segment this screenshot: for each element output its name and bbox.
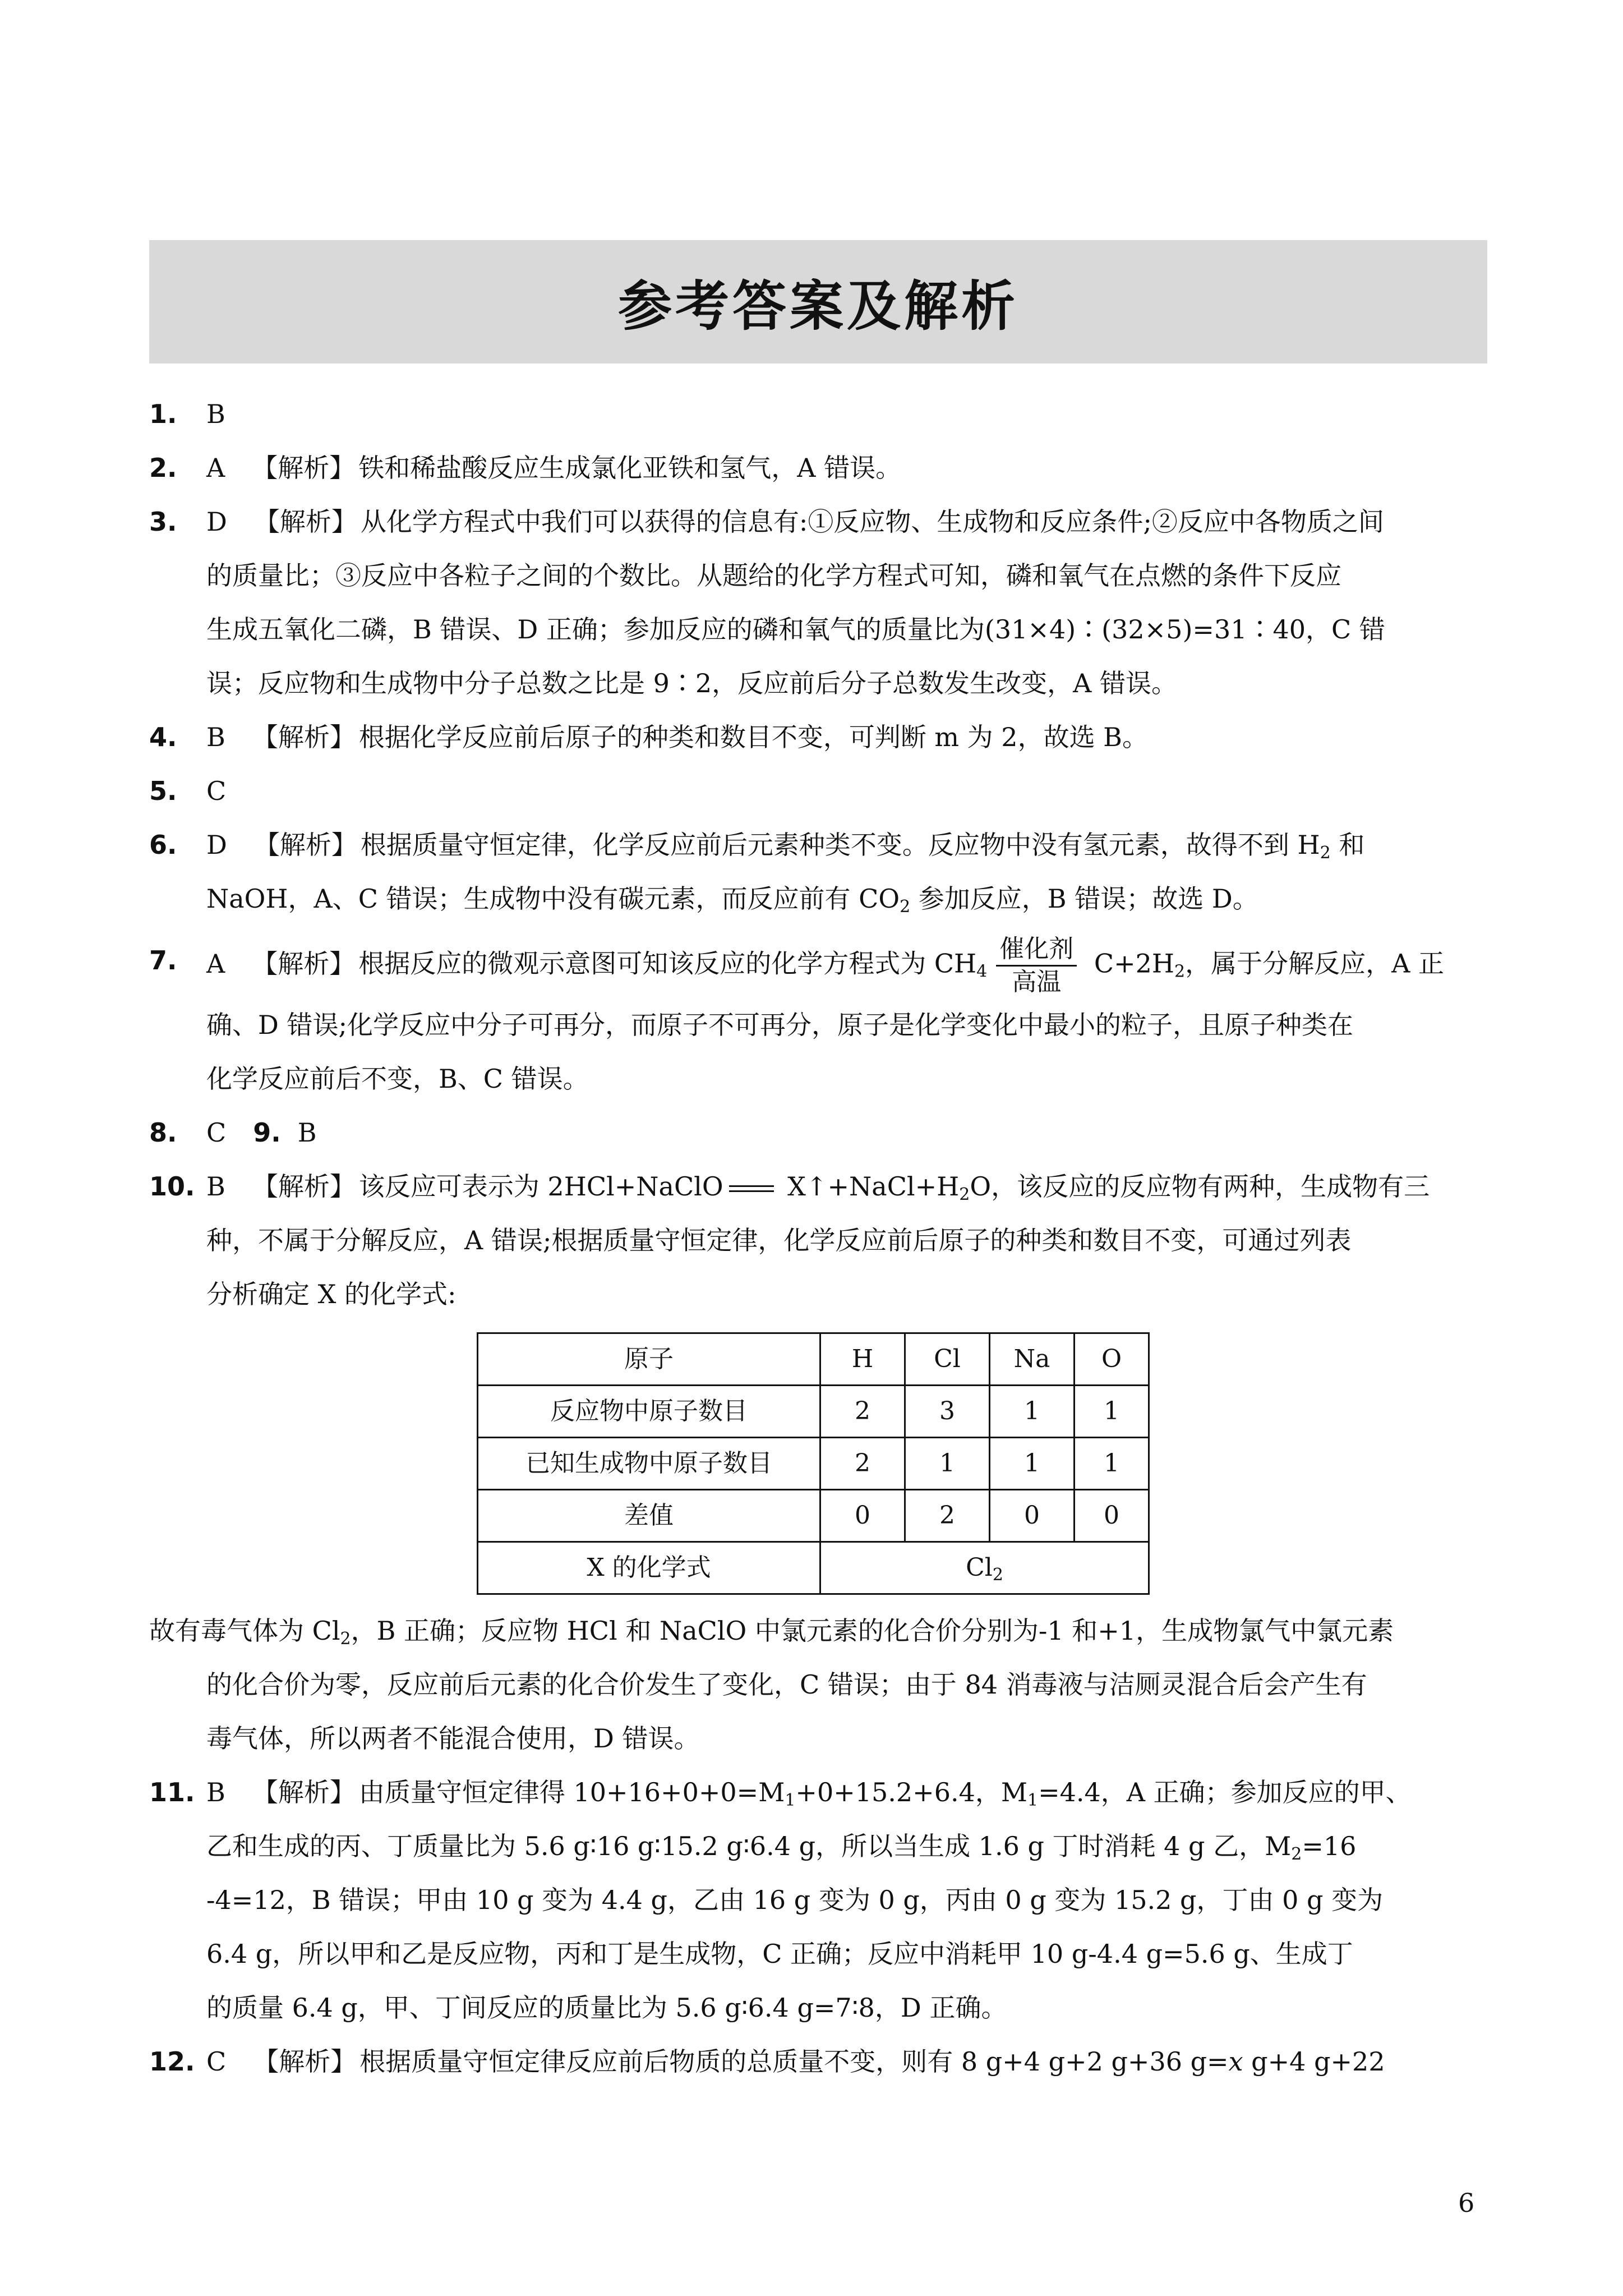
subscript: 2 xyxy=(1291,1844,1302,1864)
item-number: 3. xyxy=(149,507,177,537)
table-header-cell: H xyxy=(820,1333,905,1386)
item-answer: D xyxy=(206,830,227,860)
item-answer: C xyxy=(206,776,227,806)
item-number: 10. xyxy=(149,1171,195,1202)
analysis-text: 根据化学反应前后原子的种类和数目不变，可判断 m 为 2，故选 B。 xyxy=(358,722,1148,752)
subscript: 2 xyxy=(1320,843,1331,863)
analysis-tag: 【解析】 xyxy=(252,948,356,979)
answer-item-5 xyxy=(149,764,1487,818)
table-cell: 差值 xyxy=(478,1490,820,1542)
analysis-text: C+2H xyxy=(1086,948,1175,979)
item-number: 9. xyxy=(253,1117,281,1148)
analysis-line: 化学反应前后不变，B、C 错误。 xyxy=(206,1064,589,1094)
table-row xyxy=(478,1490,1149,1542)
analysis-text: 乙和生成的丙、丁质量比为 5.6 g∶16 g∶15.2 g∶6.4 g，所以当生成 1.6 g 丁时消耗 4 g 乙，M xyxy=(206,1831,1292,1861)
analysis-line: 确、D 错误;化学反应中分子可再分，而原子不可再分，原子是化学变化中最小的粒子，且原子种类在 xyxy=(206,1010,1354,1040)
table-cell: 0 xyxy=(820,1490,905,1542)
item-number: 8. xyxy=(149,1117,177,1148)
atom-count-table xyxy=(477,1332,1150,1595)
analysis-line: -4=12，B 错误；甲由 10 g 变为 4.4 g，乙由 16 g 变为 0 g，丙由 0 g 变为 15.2 g，丁由 0 g 变为 xyxy=(206,1885,1384,1915)
item-number: 6. xyxy=(149,830,177,860)
table-cell: 2 xyxy=(820,1386,905,1438)
equals-sign xyxy=(729,1185,774,1192)
analysis-text: 根据质量守恒定律反应前后物质的总质量不变，则有 8 g+4 g+2 g+36 g= xyxy=(359,2046,1229,2077)
table-cell xyxy=(820,1542,1149,1594)
answers-content xyxy=(149,387,1487,2088)
analysis-text: 和 xyxy=(1330,830,1365,860)
answer-item-6 xyxy=(149,818,1487,926)
table-cell: 反应物中原子数目 xyxy=(478,1386,820,1438)
table-cell: 3 xyxy=(905,1386,990,1438)
analysis-tag: 【解析】 xyxy=(252,1777,356,1807)
item-number: 7. xyxy=(149,945,177,976)
analysis-line: 的化合价为零，反应前后元素的化合价发生了变化，C 错误；由于 84 消毒液与洁厕灵混合后会产生有 xyxy=(206,1669,1367,1700)
table-header-cell: Cl xyxy=(905,1333,990,1386)
table-cell: 已知生成物中原子数目 xyxy=(478,1438,820,1490)
answer-item-3 xyxy=(149,495,1487,710)
analysis-tag: 【解析】 xyxy=(252,453,356,483)
item-number: 4. xyxy=(149,722,177,752)
item-answer: B xyxy=(206,722,225,752)
subscript: 2 xyxy=(992,1565,1003,1585)
analysis-line: 从化学方程式中我们可以获得的信息有:①反应物、生成物和反应条件;②反应中各物质之间 xyxy=(360,507,1384,537)
table-header-cell: Na xyxy=(990,1333,1075,1386)
analysis-line: 生成五氧化二磷，B 错误、D 正确；参加反应的磷和氧气的质量比为(31×4)∶(32×5)=31∶40，C 错 xyxy=(206,614,1385,645)
analysis-tag: 【解析】 xyxy=(253,830,357,860)
item-answer: B xyxy=(297,1117,317,1148)
analysis-line: 的质量比；③反应中各粒子之间的个数比。从题给的化学方程式可知，磷和氧气在点燃的条件下反应 xyxy=(206,560,1341,591)
analysis-text: X↑+NaCl+H xyxy=(779,1171,960,1202)
analysis-text: 根据反应的微观示意图可知该反应的化学方程式为 CH xyxy=(358,948,977,979)
table-cell: 2 xyxy=(820,1438,905,1490)
analysis-text: 参加反应，B 错误；故选 D。 xyxy=(910,884,1258,914)
reaction-condition xyxy=(996,933,1077,998)
analysis-line: 分析确定 X 的化学式: xyxy=(206,1279,457,1309)
subscript: 2 xyxy=(959,1185,970,1204)
title-banner xyxy=(149,240,1487,364)
condition-temperature: 高温 xyxy=(1012,968,1062,996)
analysis-text: =4.4，A 正确；参加反应的甲、 xyxy=(1038,1777,1412,1807)
table-row xyxy=(478,1542,1149,1594)
analysis-tag: 【解析】 xyxy=(253,507,357,537)
analysis-line: 毒气体，所以两者不能混合使用，D 错误。 xyxy=(206,1723,700,1754)
formula-text: Cl xyxy=(966,1553,993,1582)
analysis-text: ，属于分解反应，A 正 xyxy=(1185,948,1444,979)
item-answer: C xyxy=(206,2046,227,2077)
analysis-text: 铁和稀盐酸反应生成氯化亚铁和氢气，A 错误。 xyxy=(358,453,902,483)
item-number: 2. xyxy=(149,453,177,483)
table-row xyxy=(478,1438,1149,1490)
analysis-text: 由质量守恒定律得 10+16+0+0=M xyxy=(358,1777,785,1807)
table-cell: 1 xyxy=(905,1438,990,1490)
analysis-text: g+4 g+22 xyxy=(1243,2046,1385,2077)
answer-item-4 xyxy=(149,710,1487,764)
analysis-text: =16 xyxy=(1302,1831,1357,1861)
analysis-tag: 【解析】 xyxy=(252,1171,356,1202)
table-header-cell: 原子 xyxy=(478,1333,820,1386)
subscript: 1 xyxy=(785,1791,796,1810)
analysis-tag: 【解析】 xyxy=(252,722,356,752)
item-number: 5. xyxy=(149,776,177,806)
table-cell: 0 xyxy=(990,1490,1075,1542)
subscript: 1 xyxy=(1027,1791,1039,1810)
analysis-text: 该反应可表示为 2HCl+NaClO xyxy=(358,1171,723,1202)
table-cell: X 的化学式 xyxy=(478,1542,820,1594)
table-header-cell: O xyxy=(1075,1333,1149,1386)
analysis-text: ，B 正确；反应物 HCl 和 NaClO 中氯元素的化合价分别为-1 和+1，生成物氯气中氯元素 xyxy=(351,1616,1394,1646)
item-answer: B xyxy=(206,1777,225,1807)
analysis-text: O，该反应的反应物有两种，生成物有三 xyxy=(970,1171,1430,1202)
page-title: 参考答案及解析 xyxy=(618,274,1018,338)
item-answer: A xyxy=(206,453,225,483)
item-answer: A xyxy=(206,948,225,979)
item-number: 11. xyxy=(149,1777,195,1807)
analysis-line: 的质量 6.4 g，甲、丁间反应的质量比为 5.6 g∶6.4 g=7∶8，D 正确。 xyxy=(206,1993,1007,2023)
answer-item-10-continued xyxy=(149,1604,1487,1658)
item-answer: C xyxy=(206,1117,227,1148)
table-cell: 1 xyxy=(1075,1386,1149,1438)
answer-item-7 xyxy=(149,933,1487,1106)
analysis-text: 故有毒气体为 Cl xyxy=(149,1616,340,1646)
analysis-text: +0+15.2+6.4，M xyxy=(795,1777,1027,1807)
item-answer: D xyxy=(206,507,227,537)
table-cell: 1 xyxy=(990,1438,1075,1490)
item-answer: B xyxy=(206,399,225,429)
subscript: 2 xyxy=(1174,961,1186,982)
answer-item-8-9 xyxy=(149,1106,1487,1159)
analysis-text: 根据质量守恒定律，化学反应前后元素种类不变。反应物中没有氢元素，故得不到 H xyxy=(360,830,1320,860)
analysis-line: 种，不属于分解反应，A 错误;根据质量守恒定律，化学反应前后原子的种类和数目不变，可通过列表 xyxy=(206,1225,1352,1255)
answer-item-2 xyxy=(149,441,1487,495)
table-header-row xyxy=(478,1333,1149,1386)
analysis-line: 误；反应物和生成物中分子总数之比是 9∶2，反应前后分子总数发生改变，A 错误。 xyxy=(206,668,1177,698)
analysis-tag: 【解析】 xyxy=(253,2046,357,2077)
page-number: 6 xyxy=(1458,2188,1475,2218)
table-cell: 1 xyxy=(1075,1438,1149,1490)
answer-item-1 xyxy=(149,387,1487,441)
analysis-line: 6.4 g，所以甲和乙是反应物，丙和丁是生成物，C 正确；反应中消耗甲 10 g-4.4 g=5.6 g、生成丁 xyxy=(206,1939,1353,1969)
table-row xyxy=(478,1386,1149,1438)
answer-item-11 xyxy=(149,1765,1487,2035)
analysis-text: NaOH，A、C 错误；生成物中没有碳元素，而反应前有 CO xyxy=(206,884,900,914)
subscript: 4 xyxy=(976,961,988,982)
answer-item-12 xyxy=(149,2035,1487,2088)
subscript: 2 xyxy=(340,1629,351,1649)
item-number: 12. xyxy=(149,2046,195,2077)
table-cell: 0 xyxy=(1075,1490,1149,1542)
condition-catalyst: 催化剂 xyxy=(996,933,1077,967)
subscript: 2 xyxy=(900,897,911,917)
table-cell: 2 xyxy=(905,1490,990,1542)
variable-x: x xyxy=(1228,2046,1243,2077)
item-number: 1. xyxy=(149,399,177,429)
answer-item-10 xyxy=(149,1159,1487,1321)
table-cell: 1 xyxy=(990,1386,1075,1438)
item-answer: B xyxy=(206,1171,225,1202)
